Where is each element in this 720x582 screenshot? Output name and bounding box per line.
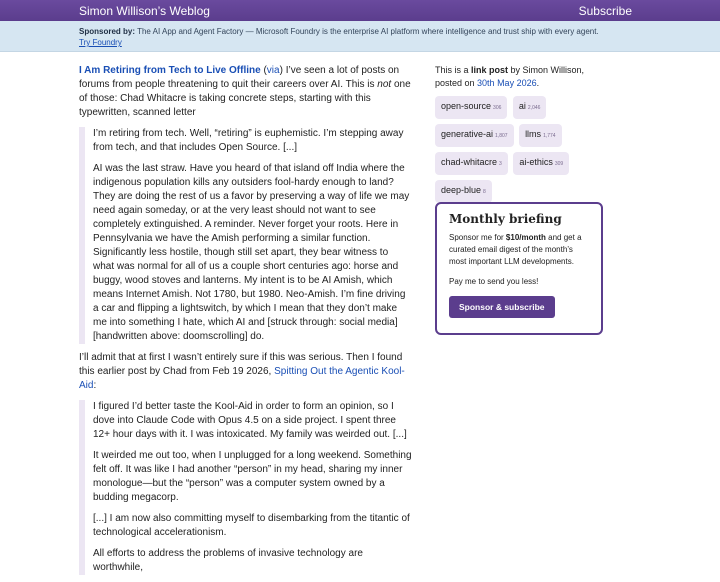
tag-name: ai-ethics (519, 157, 553, 167)
meta-text-c: by Simon Willison, posted on (435, 65, 585, 88)
tag-ai[interactable] (513, 96, 547, 119)
tag-list (435, 96, 605, 208)
tag-llms[interactable] (519, 124, 562, 147)
tag-ai-ethics[interactable] (513, 152, 569, 175)
tag-name: open-source (441, 101, 492, 111)
tag-count: 2,046 (527, 105, 541, 111)
intro-text-b: one of those: Chad Whitacre is taking concrete steps, starting with this typewritten, scanned letter (79, 79, 411, 118)
try-foundry-link[interactable]: Try Foundry (79, 38, 122, 47)
briefing-text (449, 232, 589, 268)
meta-link-post: link post (471, 65, 509, 75)
briefing-title: Monthly briefing (449, 212, 562, 226)
blockquote-kool-aid (79, 400, 412, 575)
post-middle (79, 351, 412, 393)
sponsor-line (79, 27, 599, 36)
tag-count: 3 (499, 161, 502, 167)
quote-paragraph: I figured I’d better taste the Kool-Aid in order to form an opinion, so I dove into Claude Code with Opus 4.5 on a side project. I spent three 12+ hour days with it. I was intoxicated. My family was weirded out. [...] (93, 401, 407, 440)
tag-chad-whitacre[interactable] (435, 152, 508, 175)
site-title-link[interactable]: Simon Willison’s Weblog (79, 4, 210, 18)
sponsor-label: Sponsored by: (79, 27, 136, 36)
quote-paragraph: I’m retiring from tech. Well, “retiring” is euphemistic. I’m stepping away from tech, and that includes Open Source. [...] (93, 128, 404, 153)
top-bar (0, 0, 720, 21)
post-date-link[interactable]: 30th May 2026 (477, 78, 537, 88)
middle-text-b: : (93, 380, 97, 391)
quote-paragraph: [...] I am now also committing myself to disembarking from the titantic of technological accelerationism. (93, 513, 410, 538)
post-intro: I Am Retiring from Tech to Live Offline (via) I’ve seen a lot of posts on forums from people threatening to quit their careers over AI. This is not one of those: Chad Whitacre is taking concrete steps, starting with this typewritten, scanned letter (79, 65, 411, 118)
post-meta (435, 64, 605, 90)
post-sidebar (435, 64, 605, 208)
briefing-pay-text: Pay me to send you less! (449, 277, 539, 286)
tag-open-source[interactable] (435, 96, 507, 119)
meta-text-d: . (536, 78, 540, 88)
tag-count: 8 (483, 189, 486, 195)
intro-text-a: I’ve seen a lot of posts on forums from people threatening to quit their careers over AI. This is (79, 65, 400, 90)
intro-emphasis: not (377, 79, 392, 90)
post-body (79, 64, 412, 582)
meta-text-a: This is a (435, 65, 472, 75)
subscribe-link[interactable]: Subscribe (578, 4, 632, 18)
middle-text-a: I’ll admit that at first I wasn’t entirely sure if this was serious. Then I found this earlier post by Chad from Feb 19 2026, (79, 352, 403, 377)
tag-count: 1,774 (543, 133, 556, 139)
sponsor-subscribe-button[interactable]: Sponsor & subscribe (449, 296, 555, 318)
sponsor-text: The AI App and Agent Factory — Microsoft Foundry is the enterprise AI platform where intelligence and trust ship with every agent. (137, 27, 599, 36)
tag-name: ai (518, 101, 526, 111)
tag-generative-ai[interactable] (435, 124, 514, 147)
tag-count: 306 (493, 105, 502, 111)
tag-name: generative-ai (441, 129, 494, 139)
tag-count: 1,807 (495, 133, 508, 139)
tag-name: llms (525, 129, 542, 139)
tag-name: deep-blue (441, 185, 482, 195)
via-link[interactable]: via (266, 65, 280, 76)
tag-name: chad-whitacre (441, 157, 498, 167)
kool-aid-link[interactable]: Spitting Out the Agentic Kool-Aid (79, 366, 405, 391)
monthly-briefing-box (435, 202, 603, 335)
blockquote-letter (79, 127, 412, 344)
briefing-text-a: Sponsor me for (449, 233, 506, 242)
quote-paragraph: AI was the last straw. Have you heard of that island off India where the indigenous population kills any outsiders fool-hardy enough to land? They are doing the rest of us a favor by preserving a way of life we may need again someday, or at the very least should not want to see completely extinguished. A reminder. Never forget your roots. Here in Pennsylvania we have the Amish performing a similar function. Significantly less hostile, though still set apart, they bear witness to what was normal for all of us a couple short centuries ago: horse and buggy, wood stoves and lanterns. My intent is to be AI Amish, which means Internet Amish. Not 1780, but 1980. Neo-Amish. I’m fine driving a car and flipping a lightswitch, by which I mean that they don’t make me into something I hate, which AI and [struck through: social media] [handwritten above: doomscrolling] do. (93, 163, 410, 342)
quote-paragraph: It weirded me out too, when I unplugged for a long weekend. Something felt off. It was like I had another “person” in my head, sharing my inner monologue—but the “person” was a computer system owned by a budding megacorp. (93, 450, 412, 503)
quote-paragraph: All efforts to address the problems of invasive technology are worthwhile, (93, 548, 363, 573)
sponsor-banner (0, 21, 720, 52)
post-title-link[interactable]: I Am Retiring from Tech to Live Offline (79, 65, 261, 76)
tag-deep-blue[interactable] (435, 180, 492, 203)
briefing-text-b: and get a curated email digest of the month’s most important LLM developments. (449, 233, 582, 266)
briefing-price: $10/month (505, 233, 546, 242)
tag-count: 309 (554, 161, 564, 167)
